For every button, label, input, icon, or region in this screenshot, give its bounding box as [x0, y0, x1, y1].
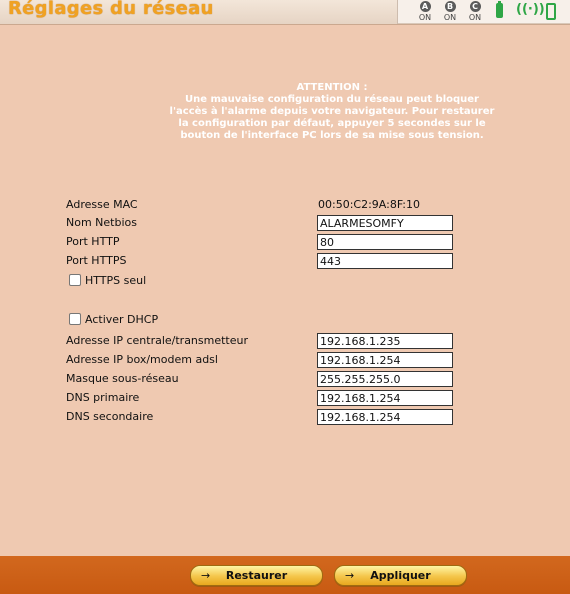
- warning-body: Une mauvaise configuration du réseau peut bloquer l'accès à l'alarme depuis votre navigateur. Pour restaurer la configuration par défaut, appuyer 5 secondes sur le bouton de l'interface PC lors de sa mise sous tension.: [169, 94, 495, 141]
- https-only-row[interactable]: [69, 274, 146, 288]
- https-only-label: HTTPS seul: [85, 274, 147, 287]
- status-zone-c: [465, 1, 485, 22]
- netbios-label: Nom Netbios: [66, 216, 137, 229]
- arrow-right-icon: →: [201, 569, 211, 582]
- dhcp-checkbox[interactable]: [69, 313, 81, 325]
- apply-button[interactable]: [334, 565, 467, 586]
- warning-message: [167, 82, 497, 142]
- dns-primary-input[interactable]: [320, 391, 448, 405]
- http-port-field[interactable]: [317, 234, 453, 250]
- netbios-field[interactable]: [317, 215, 453, 231]
- ip-central-label: Adresse IP centrale/transmetteur: [66, 334, 249, 347]
- dhcp-row[interactable]: [69, 313, 158, 327]
- subnet-label: Masque sous-réseau: [66, 372, 179, 385]
- http-port-input[interactable]: [320, 235, 448, 249]
- zone-a-state: ON: [418, 13, 432, 22]
- dns-secondary-input[interactable]: [320, 410, 448, 424]
- status-zone-b: [440, 1, 460, 22]
- zone-a-icon: A: [420, 1, 431, 12]
- ip-central-field[interactable]: [317, 333, 453, 349]
- status-panel: [397, 0, 570, 24]
- zone-c-icon: C: [470, 1, 481, 12]
- restore-button-label: Restaurer: [225, 569, 288, 582]
- phone-icon: [546, 3, 556, 20]
- apply-button-label: Appliquer: [370, 569, 431, 582]
- subnet-field[interactable]: [317, 371, 453, 387]
- ip-box-input[interactable]: [320, 353, 448, 367]
- battery-icon: [496, 3, 503, 18]
- ip-box-label: Adresse IP box/modem adsl: [66, 353, 218, 366]
- subnet-input[interactable]: [320, 372, 448, 386]
- https-only-checkbox[interactable]: [69, 274, 81, 286]
- ip-central-input[interactable]: [320, 334, 448, 348]
- page-title: Réglages du réseau: [8, 0, 214, 19]
- status-zone-a: [415, 1, 435, 22]
- zone-b-icon: B: [445, 1, 456, 12]
- title-bar: [0, 0, 570, 25]
- ip-box-field[interactable]: [317, 352, 453, 368]
- dns-secondary-field[interactable]: [317, 409, 453, 425]
- wireless-icon: ((·)): [516, 2, 545, 17]
- mac-label: Adresse MAC: [66, 198, 138, 211]
- warning-heading: ATTENTION :: [296, 82, 368, 93]
- dns-primary-field[interactable]: [317, 390, 453, 406]
- zone-b-state: ON: [443, 13, 457, 22]
- zone-c-state: ON: [468, 13, 482, 22]
- netbios-input[interactable]: [320, 216, 448, 230]
- mac-value: 00:50:C2:9A:8F:10: [318, 198, 421, 211]
- https-port-label: Port HTTPS: [66, 254, 127, 267]
- https-port-field[interactable]: [317, 253, 453, 269]
- footer-bar: [0, 556, 570, 594]
- dns-primary-label: DNS primaire: [66, 391, 140, 404]
- restore-button[interactable]: [190, 565, 323, 586]
- dns-secondary-label: DNS secondaire: [66, 410, 154, 423]
- arrow-right-icon: →: [345, 569, 355, 582]
- dhcp-label: Activer DHCP: [85, 313, 159, 326]
- http-port-label: Port HTTP: [66, 235, 120, 248]
- https-port-input[interactable]: [320, 254, 448, 268]
